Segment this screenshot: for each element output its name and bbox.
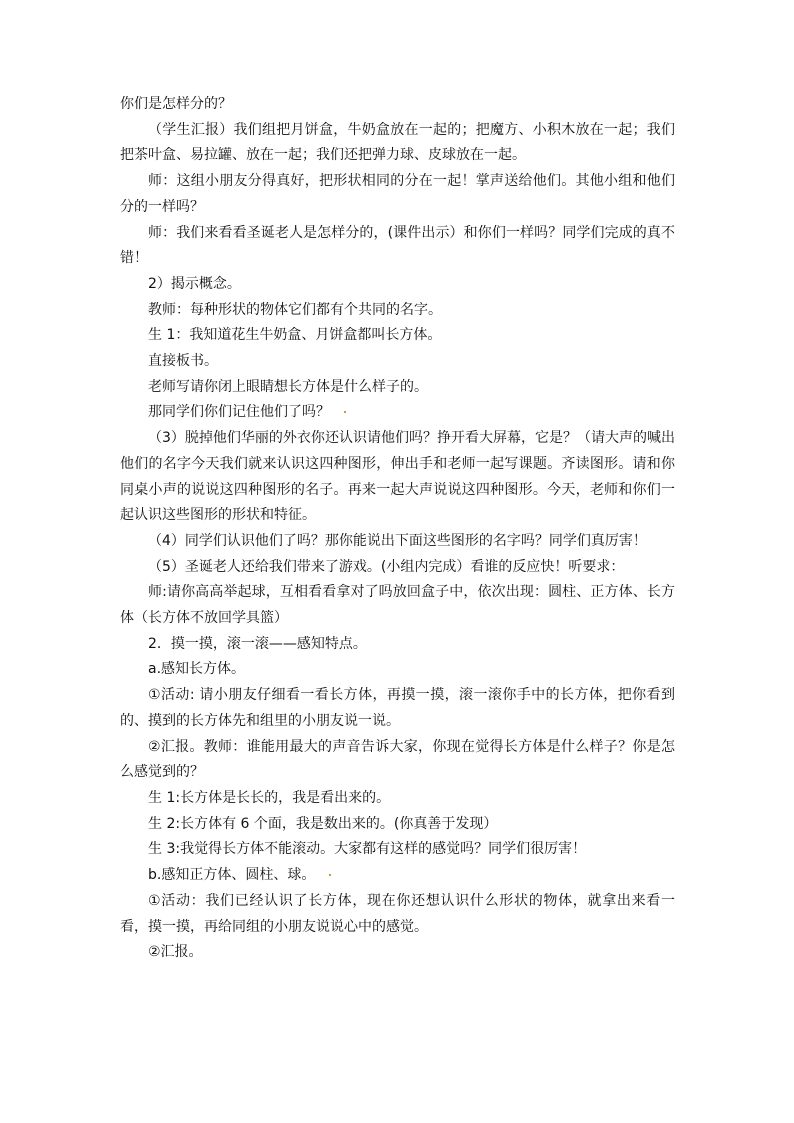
lesson-text-body [120, 92, 675, 966]
paragraph: （学生汇报）我们组把月饼盒，牛奶盒放在一起的；把魔方、小积木放在一起；我们把茶叶盒、易拉罐、放在一起；我们还把弹力球、皮球放在一起。 [120, 121, 675, 164]
paragraph: 师：我们来看看圣诞老人是怎样分的，(课件出示）和你们一样吗？同学们完成的真不错！ [120, 224, 675, 267]
paragraph-text: b.感知正方体、圆柱、球。 [148, 867, 316, 884]
paragraph: 师：这组小朋友分得真好，把形状相同的分在一起！掌声送给他们。其他小组和他们分的一样吗？ [120, 173, 675, 215]
stray-dot-mark [329, 874, 331, 876]
paragraph: （4）同学们认识他们了吗？那你能说出下面这些图形的名字吗？同学们真厉害！ [148, 532, 647, 549]
paragraph: 生 3:我觉得长方体不能滚动。大家都有这样的感觉吗？同学们很厉害！ [148, 841, 587, 858]
paragraph: 直接板书。 [148, 353, 218, 370]
paragraph: 你们是怎样分的？ [120, 96, 232, 112]
paragraph: ①活动：我们已经认识了长方体，现在你还想认识什么形状的物体，就拿出来看一看，摸一摸，再给同组的小朋友说说心中的感觉。 [120, 892, 675, 935]
paragraph: 2）揭示概念。 [148, 275, 241, 292]
paragraph: 生 1:长方体是长长的，我是看出来的。 [148, 789, 391, 806]
paragraph [120, 400, 675, 426]
paragraph: ②汇报。教师：谁能用最大的声音告诉大家，你现在觉得长方体是什么样子？你是怎么感觉到的？ [120, 738, 675, 781]
paragraph-text: 那同学们你们记住他们了吗？ [148, 404, 330, 421]
paragraph: ①活动: 请小朋友仔细看一看长方体，再摸一摸，滚一滚你手中的长方体，把你看到的、摸到的长方体先和组里的小朋友说一说。 [120, 687, 675, 729]
paragraph: 教师：每种形状的物体它们都有个共同的名字。 [148, 301, 442, 318]
paragraph: a.感知长方体。 [148, 661, 246, 678]
paragraph: （5）圣诞老人还给我们带来了游戏。(小组内完成）看谁的反应快！听要求： [148, 558, 625, 575]
stray-dot-mark [344, 411, 346, 413]
paragraph: 生 1：我知道花生牛奶盒、月饼盒都叫长方体。 [148, 327, 442, 344]
paragraph: 老师写请你闭上眼睛想长方体是什么样子的。 [148, 378, 428, 395]
paragraph: 2．摸一摸，滚一滚——感知特点。 [148, 635, 367, 652]
paragraph [120, 863, 675, 889]
paragraph: 师:请你高高举起球，互相看看拿对了吗放回盒子中，依次出现：圆柱、正方体、长方体（长方体不放回学具篮） [120, 584, 675, 627]
paragraph: 生 2:长方体有 6 个面，我是数出来的。(你真善于发现） [148, 815, 498, 832]
paragraph: （3）脱掉他们华丽的外衣你还认识请他们吗？挣开看大屏幕，它是？（请大声的喊出他们的名字今天我们就来认识这四种图形，伸出手和老师一起写课题。齐读图形。请和你同桌小声的说说这四种图形的名子。再来一起大声说说这四种图形。今天，老师和你们一起认识这些图形的形状和特征。 [120, 430, 675, 524]
paragraph: ②汇报。 [148, 944, 203, 961]
